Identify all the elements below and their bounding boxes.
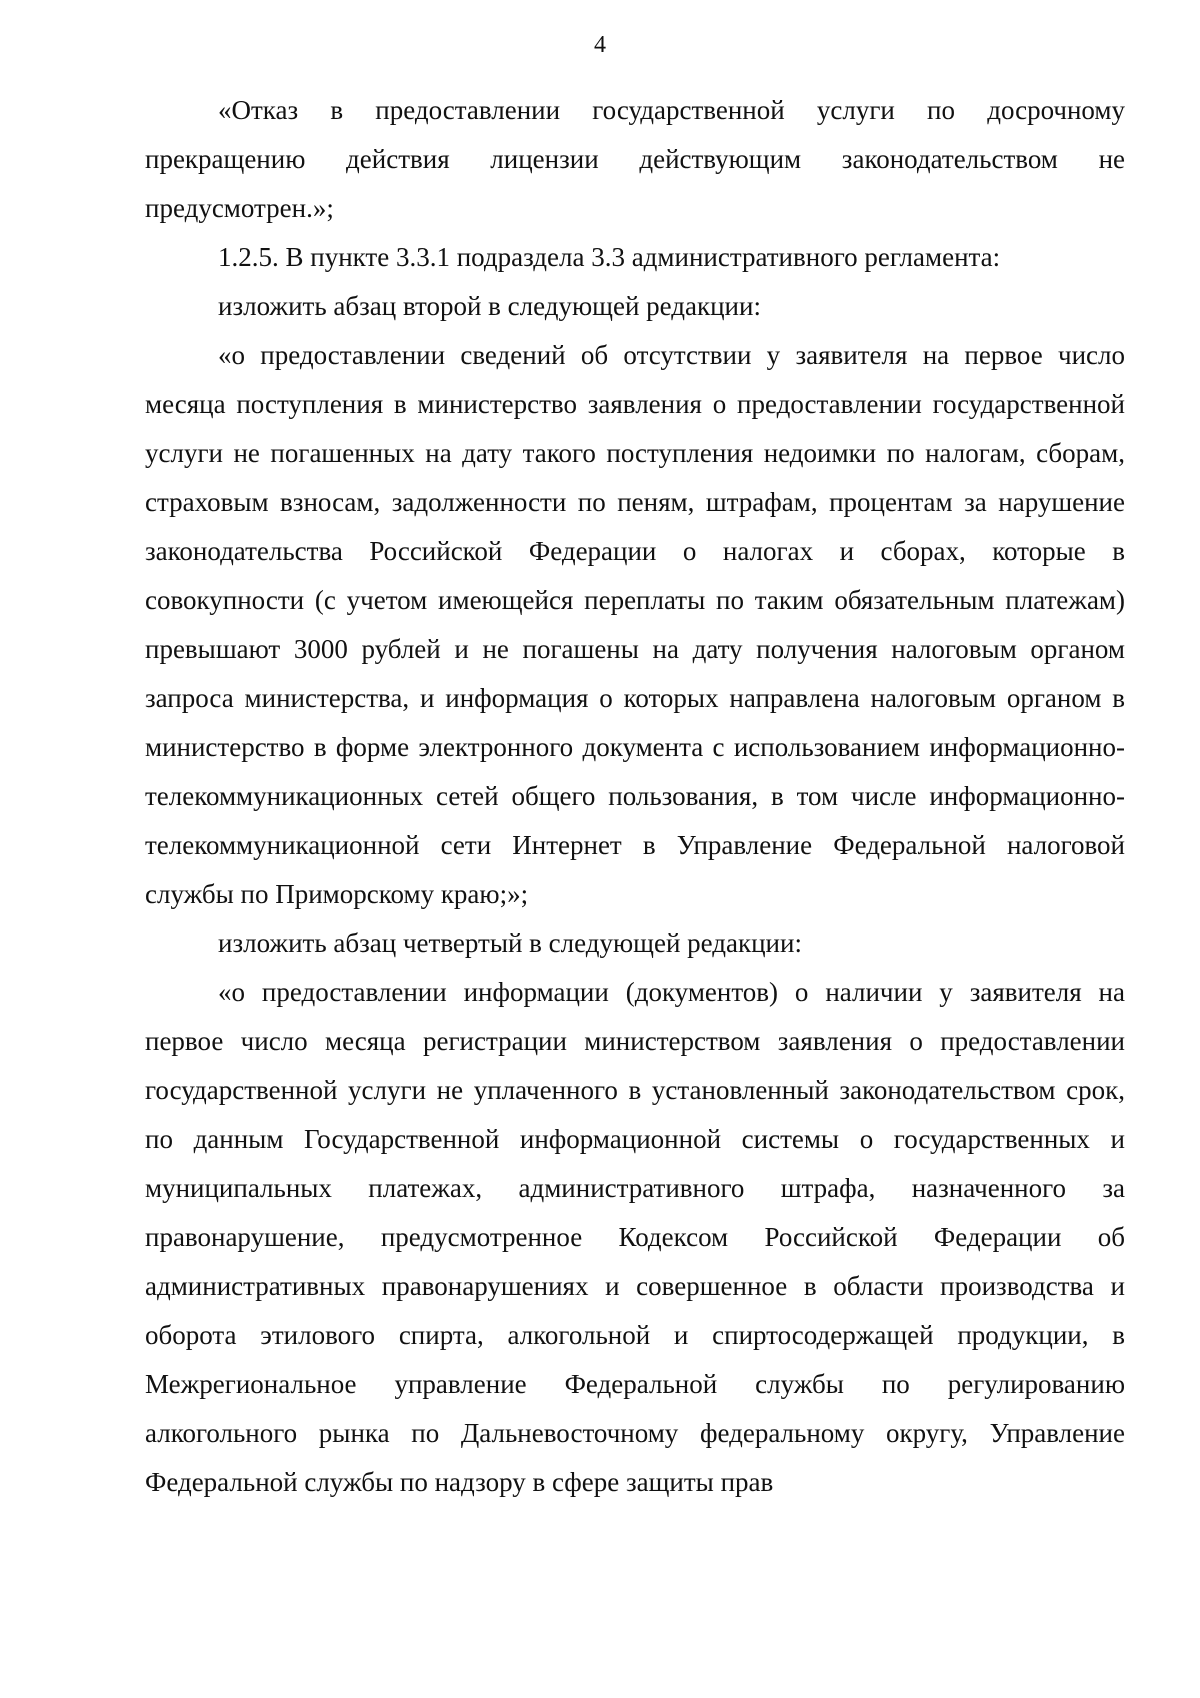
paragraph-fine-information-clause: «о предоставлении информации (документов) о наличии у заявителя на первое число месяца регистрации министерством заявления о предоставлении государственной услуги не уплаченного в установленный законодательством срок, по данным Государственной информационной системы о государственных и муниципальных платежах, административного штрафа, назначенного за правонарушение, предусмотренное Кодексом Российской Федерации об административных правонарушениях и совершенное в области производства и оборота этилового спирта, алкогольной и спиртосодержащей продукции, в Межрегиональное управление Федеральной службы по регулированию алкогольного рынка по Дальневосточному федеральному округу, Управление Федеральной службы по надзору в сфере защиты прав xyxy=(145,977,1125,1497)
paragraph-amend-fourth: изложить абзац четвертый в следующей редакции: xyxy=(218,928,802,958)
paragraph-refusal-clause: «Отказ в предоставлении государственной услуги по досрочному прекращению действия лицензии действующим законодательством не предусмотрен.»; xyxy=(145,95,1125,223)
paragraph-amend-second: изложить абзац второй в следующей редакции: xyxy=(218,291,761,321)
page-number: 4 xyxy=(594,32,606,58)
paragraph-tax-arrears-clause: «о предоставлении сведений об отсутствии у заявителя на первое число месяца поступления в министерство заявления о предоставлении государственной услуги не погашенных на дату такого поступления недоимки по налогам, сборам, страховым взносам, задолженности по пеням, штрафам, процентам за нарушение законодательства Российской Федерации о налогах и сборах, которые в совокупности (с учетом имеющейся переплаты по таким обязательным платежам) превышают 3000 рублей и не погашены на дату получения налоговым органом запроса министерства, и информация о которых направлена налоговым органом в министерство в форме электронного документа с использованием информационно-телекоммуникационных сетей общего пользования, в том числе информационно-телекоммуникационной сети Интернет в Управление Федеральной налоговой службы по Приморскому краю;»; xyxy=(145,340,1125,909)
document-body xyxy=(145,86,1125,1507)
paragraph-item-1-2-5: 1.2.5. В пункте 3.3.1 подраздела 3.3 административного регламента: xyxy=(218,242,1001,272)
